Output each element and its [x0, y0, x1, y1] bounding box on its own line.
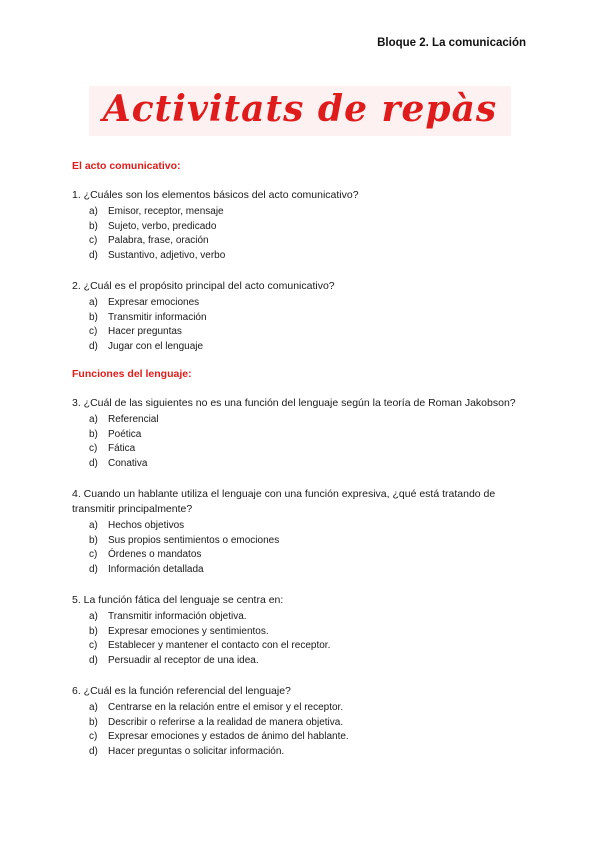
option-letter: a): [89, 414, 98, 425]
option-letter: c): [89, 235, 98, 246]
option-text: Referencial: [108, 414, 159, 425]
answer-option: [89, 220, 532, 235]
option-letter: b): [89, 534, 98, 546]
option-letter: c): [89, 326, 98, 337]
answer-option: [89, 311, 532, 326]
question: [72, 279, 532, 354]
answer-option: [89, 519, 532, 534]
section-title: Funciones del lenguaje:: [72, 368, 192, 380]
answer-option: [89, 249, 532, 264]
option-text: Transmitir información: [108, 311, 207, 323]
answer-option: [89, 428, 532, 443]
option-letter: b): [89, 625, 98, 637]
option-letter: d): [89, 654, 98, 666]
answer-option: [89, 205, 532, 220]
answer-option: [89, 457, 532, 472]
option-letter: c): [89, 640, 98, 651]
option-letter: d): [89, 745, 98, 757]
option-text: Sus propios sentimientos o emociones: [108, 534, 280, 546]
answer-option: [89, 548, 532, 563]
option-text: Transmitir información objetiva.: [108, 611, 247, 622]
answer-option: [89, 716, 532, 731]
option-text: Jugar con el lenguaje: [108, 340, 204, 352]
option-text: Poética: [108, 428, 142, 440]
option-text: Describir o referirse a la realidad de manera objetiva.: [108, 716, 344, 728]
question-text: 6. ¿Cuál es la función referencial del lenguaje?: [72, 685, 291, 697]
options-list: [72, 413, 532, 471]
option-text: Hacer preguntas o solicitar información.: [108, 745, 285, 757]
answer-option: [89, 639, 532, 654]
answer-option: [89, 413, 532, 428]
option-text: Expresar emociones y sentimientos.: [108, 625, 269, 637]
option-text: Conativa: [108, 457, 148, 469]
answer-option: [89, 325, 532, 340]
options-list: [72, 519, 532, 577]
option-letter: d): [89, 249, 98, 261]
options-list: [72, 701, 532, 759]
quiz-section: [72, 160, 532, 354]
answer-option: [89, 701, 532, 716]
options-list: [72, 610, 532, 668]
option-text: Expresar emociones: [108, 297, 200, 308]
options-list: [72, 205, 532, 263]
answer-option: [89, 340, 532, 355]
option-text: Centrarse en la relación entre el emisor y el receptor.: [108, 702, 344, 713]
answer-option: [89, 534, 532, 549]
option-text: Hechos objetivos: [108, 520, 185, 531]
question-text: 3. ¿Cuál de las siguientes no es una función del lenguaje según la teoría de Roman Jakobson?: [72, 397, 516, 409]
quiz-content: [72, 160, 532, 775]
option-text: Sustantivo, adjetivo, verbo: [108, 249, 226, 261]
page-title: Activitats de repàs: [89, 86, 511, 136]
block-header: Bloque 2. La comunicación: [377, 37, 526, 49]
question: [72, 593, 532, 668]
option-letter: c): [89, 443, 98, 454]
answer-option: [89, 625, 532, 640]
option-text: Órdenes o mandatos: [108, 549, 202, 560]
question: [72, 487, 532, 577]
option-text: Fática: [108, 443, 136, 454]
option-text: Hacer preguntas: [108, 326, 182, 337]
option-letter: c): [89, 731, 98, 742]
option-letter: d): [89, 563, 98, 575]
answer-option: [89, 730, 532, 745]
section-title: El acto comunicativo:: [72, 160, 181, 172]
option-text: Expresar emociones y estados de ánimo del hablante.: [108, 731, 349, 742]
answer-option: [89, 296, 532, 311]
answer-option: [89, 610, 532, 625]
option-letter: b): [89, 716, 98, 728]
option-letter: d): [89, 340, 98, 352]
question-text: 5. La función fática del lenguaje se centra en:: [72, 594, 284, 606]
option-text: Palabra, frase, oración: [108, 235, 209, 246]
question: [72, 396, 532, 471]
option-text: Establecer y mantener el contacto con el receptor.: [108, 640, 331, 651]
option-letter: c): [89, 549, 98, 560]
answer-option: [89, 442, 532, 457]
option-letter: a): [89, 297, 98, 308]
answer-option: [89, 563, 532, 578]
option-text: Persuadir al receptor de una idea.: [108, 654, 259, 666]
option-letter: b): [89, 220, 98, 232]
option-letter: a): [89, 702, 98, 713]
question: [72, 188, 532, 263]
option-letter: b): [89, 311, 98, 323]
option-text: Emisor, receptor, mensaje: [108, 206, 224, 217]
option-letter: a): [89, 206, 98, 217]
option-text: Sujeto, verbo, predicado: [108, 220, 217, 232]
question-text: 2. ¿Cuál es el propósito principal del acto comunicativo?: [72, 280, 335, 292]
option-letter: a): [89, 611, 98, 622]
answer-option: [89, 654, 532, 669]
option-letter: a): [89, 520, 98, 531]
option-letter: b): [89, 428, 98, 440]
question: [72, 684, 532, 759]
question-text: 1. ¿Cuáles son los elementos básicos del acto comunicativo?: [72, 189, 359, 201]
quiz-section: [72, 368, 532, 759]
options-list: [72, 296, 532, 354]
answer-option: [89, 745, 532, 760]
option-letter: d): [89, 457, 98, 469]
title-banner: [0, 86, 600, 136]
option-text: Información detallada: [108, 563, 204, 575]
answer-option: [89, 234, 532, 249]
question-text: 4. Cuando un hablante utiliza el lenguaje con una función expresiva, ¿qué está tratando de transmitir principalmente?: [72, 488, 496, 515]
